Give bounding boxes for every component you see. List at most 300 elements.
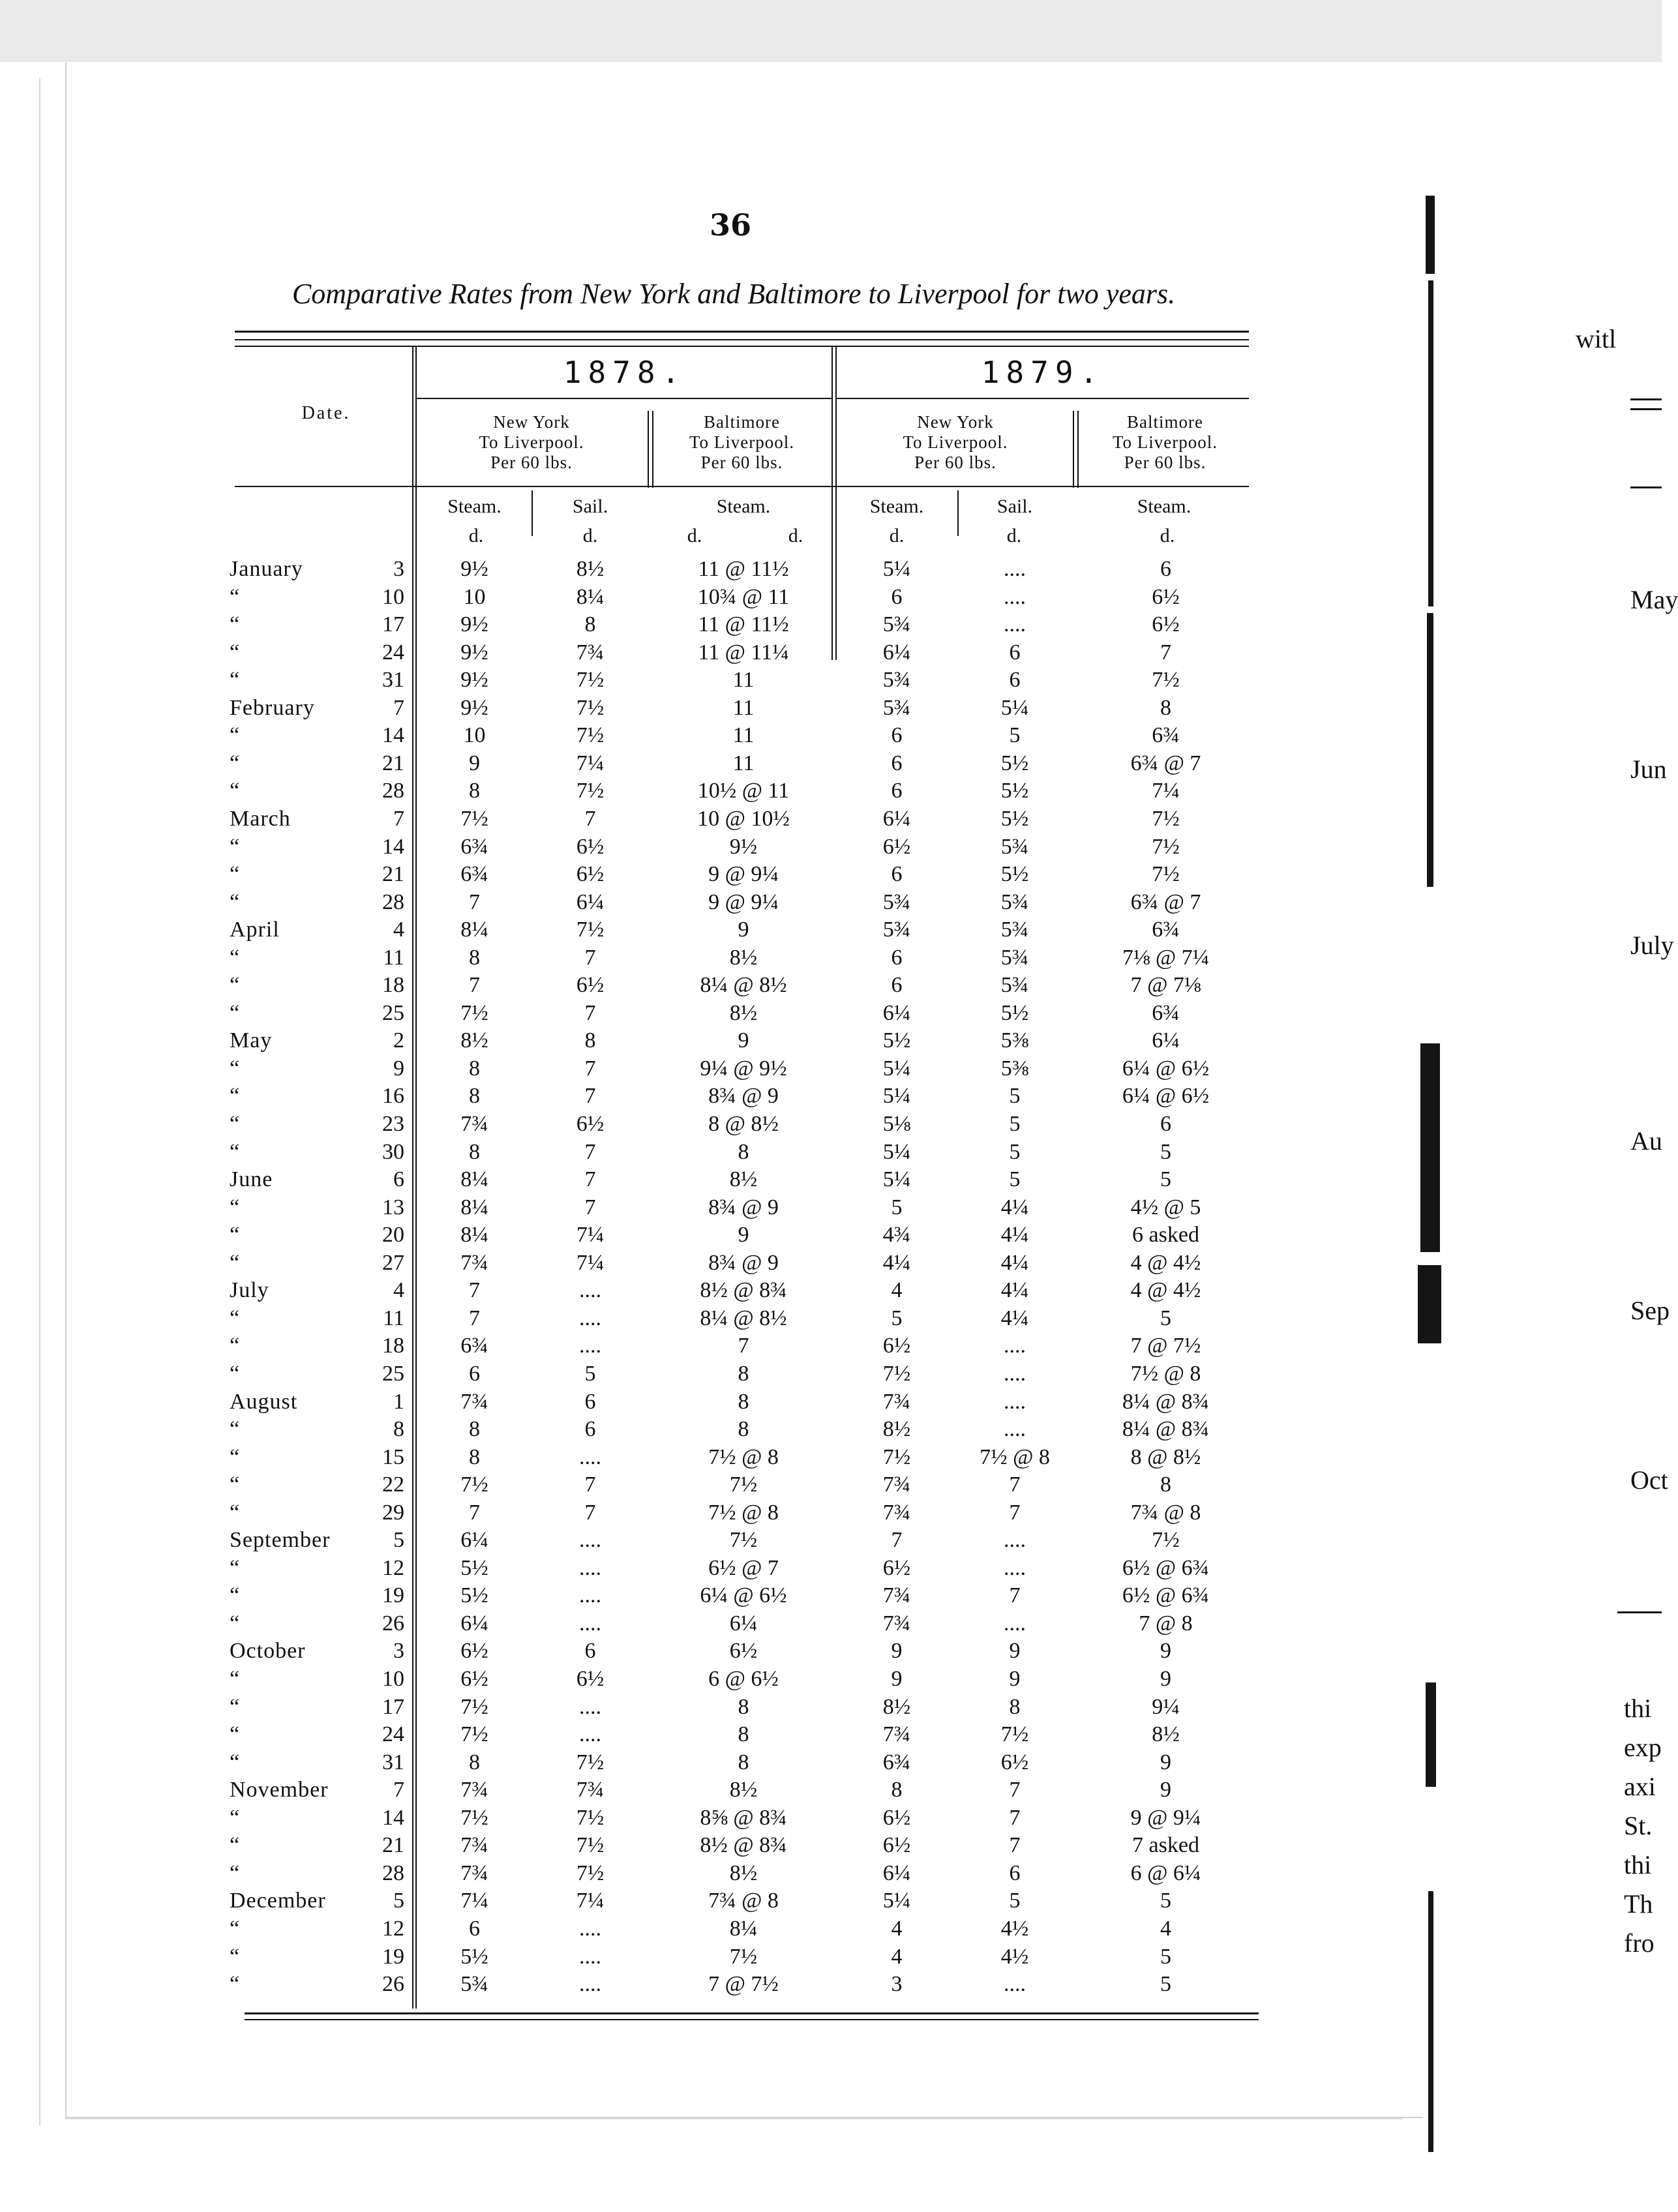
ny-1879-sail-cell: ....: [1004, 612, 1026, 637]
month-cell: “: [230, 1916, 241, 1941]
month-cell: “: [230, 862, 241, 887]
baltimore-1879-steam-cell: 8¼ @ 8¾: [1122, 1417, 1210, 1442]
table-row: [0, 805, 1662, 833]
baltimore-1878-steam-cell: 7¾ @ 8: [708, 1889, 779, 1913]
baltimore-1879-steam-cell: 5: [1160, 1889, 1171, 1913]
month-cell: “: [230, 1417, 241, 1442]
ny-1879-sail-cell: 6: [1009, 668, 1021, 693]
baltimore-1879-steam-cell: 6¾ @ 7: [1130, 889, 1201, 914]
ny-1878-sail-cell: ....: [579, 1583, 601, 1608]
ny-1878-sail-cell: ....: [579, 1555, 601, 1580]
baltimore-1878-steam-cell: 11 @ 11½: [698, 557, 789, 581]
baltimore-1879-steam-cell: 7⅛ @ 7¼: [1122, 945, 1210, 970]
day-cell: 16: [382, 1084, 404, 1109]
ny-1878-sail-cell: 6¼: [576, 889, 605, 914]
baltimore-1878-steam-cell: 8½: [729, 1167, 758, 1192]
ny-1879-steam-cell: 4¾: [882, 1223, 911, 1248]
baltimore-1878-steam-cell: 6¼ @ 6½: [700, 1583, 787, 1608]
day-cell: 11: [383, 1306, 404, 1330]
ny-1879-sail-cell: 7: [1009, 1472, 1021, 1497]
ny-1878-steam-cell: 8: [469, 1056, 480, 1081]
pence-unit: d.: [788, 525, 803, 546]
month-cell: “: [230, 1861, 241, 1885]
day-cell: 20: [382, 1223, 404, 1248]
day-cell: 25: [382, 1361, 404, 1386]
day-cell: 8: [393, 1417, 404, 1442]
ny-1878-sail-cell: ....: [579, 1528, 601, 1553]
baltimore-1879-steam-cell: 7½: [1152, 862, 1180, 887]
day-cell: 18: [382, 973, 404, 998]
pence-unit: d.: [582, 525, 598, 546]
baltimore-1879-steam-cell: 6¾: [1152, 918, 1180, 942]
day-cell: 13: [382, 1195, 404, 1219]
baltimore-1879-steam-cell: 7 @ 7⅛: [1130, 973, 1201, 998]
ny-1879-sail-cell: 5½: [1000, 751, 1029, 775]
baltimore-1879-steam-cell: 6¼ @ 6½: [1122, 1056, 1210, 1081]
baltimore-1879-steam-cell: 6 asked: [1132, 1223, 1199, 1248]
ny-1878-steam-cell: 5½: [460, 1944, 488, 1969]
baltimore-1879-steam-cell: 6 @ 6¼: [1130, 1861, 1201, 1885]
ny-1879-sail-cell: 4¼: [1000, 1195, 1029, 1219]
ny-1878-steam-cell: 6¾: [460, 862, 488, 887]
right-page-text: axi: [1624, 1772, 1656, 1801]
ny-1878-steam-cell: 9: [469, 751, 480, 775]
ny-1879-sail-cell: 5: [1009, 723, 1021, 748]
ny-1878-sail-cell: 7: [584, 1000, 596, 1025]
baltimore-1879-steam-cell: 6½: [1152, 612, 1180, 637]
table-row: [0, 750, 1662, 777]
ny-1878-steam-cell: 6¾: [460, 834, 488, 859]
ny-1879-sail-cell: 7: [1009, 1500, 1021, 1525]
baltimore-1878-steam-cell: 8½: [729, 945, 758, 970]
month-cell: “: [230, 1667, 241, 1691]
ny-1879-sail-cell: 5¾: [1000, 834, 1029, 859]
baltimore-1879-steam-cell: 6½: [1152, 584, 1180, 609]
ny-1878-sail-cell: 7½: [576, 695, 605, 720]
ny-1878-sail-cell: ....: [579, 1916, 601, 1941]
day-cell: 18: [382, 1334, 404, 1358]
ny-1879-steam-cell: 6: [891, 945, 903, 970]
ny-1879-sail-cell: 7: [1009, 1833, 1021, 1858]
baltimore-1878-steam-cell: 11: [732, 668, 755, 693]
table-row: [0, 1971, 1662, 1998]
ny-1878-sail-cell: 6: [584, 1639, 596, 1664]
baltimore-1879-steam-cell: 4 @ 4½: [1130, 1278, 1201, 1303]
baltimore-1879-steam-cell: 6¾: [1152, 723, 1180, 748]
ny-1879-steam-cell: 7¾: [882, 1722, 911, 1747]
ny-1879-steam-cell: 7¾: [882, 1472, 911, 1497]
ny-1879-sail-cell: 5: [1009, 1084, 1021, 1109]
baltimore-1879-steam-cell: 8: [1160, 1472, 1171, 1497]
table-row: [0, 1887, 1662, 1915]
ny-1879-sail-cell: 7: [1009, 1583, 1021, 1608]
steam-header: Steam.: [1137, 496, 1191, 517]
baltimore-1878-steam-cell: 11: [732, 751, 755, 775]
baltimore-1879-steam-cell: 7 @ 7½: [1130, 1334, 1201, 1358]
day-cell: 1: [393, 1389, 404, 1414]
ny-1879-steam-cell: 6½: [882, 1833, 911, 1858]
ny-1879-sail-cell: 5: [1009, 1112, 1021, 1136]
ny-1879-steam-cell: 7½: [882, 1361, 911, 1386]
baltimore-1878-steam-cell: 8½ @ 8¾: [700, 1278, 787, 1303]
table-row: [0, 1055, 1662, 1083]
day-cell: 25: [382, 1000, 404, 1025]
ny-1879-steam-cell: 5¾: [882, 612, 911, 637]
day-cell: 2: [393, 1028, 404, 1053]
ny-1878-sail-cell: 7: [584, 1139, 596, 1164]
month-cell: “: [230, 668, 241, 693]
ny-1879-sail-cell: ....: [1004, 1972, 1026, 1997]
ny-1878-steam-cell: 6¼: [460, 1528, 488, 1553]
ny-1879-steam-cell: 5¼: [882, 1889, 911, 1913]
table-row: [0, 1000, 1662, 1027]
baltimore-1879-steam-cell: 6: [1160, 557, 1171, 581]
right-page-text: Jun: [1630, 755, 1667, 784]
ny-1878-steam-cell: 7¾: [460, 1389, 488, 1414]
ny-1878-sail-cell: 7¼: [576, 1889, 605, 1913]
table-row: [0, 1194, 1662, 1221]
ny-1879-sail-cell: 5¾: [1000, 918, 1029, 942]
ny-1879-sail-cell: 5½: [1000, 1000, 1029, 1025]
ny-1878-steam-cell: 7: [469, 889, 480, 914]
day-cell: 7: [393, 1778, 404, 1802]
day-cell: 21: [382, 1833, 404, 1858]
ny-1879-sail-cell: 8: [1009, 1694, 1021, 1719]
baltimore-1878-steam-cell: 7: [738, 1334, 749, 1358]
ny-1879-steam-cell: 5¾: [882, 918, 911, 942]
baltimore-1878-steam-cell: 8¼: [729, 1916, 758, 1941]
ny-1878-sail-cell: 7¾: [576, 640, 605, 665]
ny-1878-sail-cell: 7½: [576, 918, 605, 942]
day-cell: 21: [382, 751, 404, 775]
ny-1879-sail-cell: ....: [1004, 584, 1026, 609]
baltimore-1879-steam-cell: 5: [1160, 1944, 1171, 1969]
baltimore-1879-steam-cell: 8½: [1152, 1722, 1180, 1747]
ny-1878-steam-cell: 7: [469, 1500, 480, 1525]
ny-1879-sail-cell: ....: [1004, 1611, 1026, 1636]
table-row: [0, 556, 1662, 583]
table-row: [0, 1527, 1662, 1554]
month-cell: “: [230, 751, 241, 775]
month-cell: “: [230, 1139, 241, 1164]
ny-1879-steam-cell: 6½: [882, 834, 911, 859]
month-cell: November: [230, 1778, 329, 1802]
month-cell: “: [230, 1223, 241, 1248]
ny-1879-sail-cell: 6: [1009, 640, 1021, 665]
month-cell: “: [230, 1361, 241, 1386]
month-cell: December: [230, 1889, 326, 1913]
table-row: [0, 1637, 1662, 1665]
baltimore-1878-steam-cell: 7½ @ 8: [708, 1444, 779, 1469]
baltimore-1878-steam-cell: 8: [738, 1694, 749, 1719]
baltimore-1878-steam-cell: 8¼ @ 8½: [700, 973, 787, 998]
ny-1879-sail-cell: 4¼: [1000, 1306, 1029, 1330]
baltimore-1879-steam-cell: 5: [1160, 1167, 1171, 1192]
ny-1879-steam-cell: 9: [891, 1667, 903, 1691]
baltimore-1878-steam-cell: 6½ @ 7: [708, 1555, 779, 1580]
day-cell: 19: [382, 1944, 404, 1969]
ny-1878-sail-cell: 7½: [576, 723, 605, 748]
ny-1878-steam-cell: 8: [469, 1084, 480, 1109]
pence-unit: d.: [468, 525, 484, 546]
ny-1879-sail-cell: 4¼: [1000, 1223, 1029, 1248]
table-row: [0, 1027, 1662, 1054]
month-cell: “: [230, 584, 241, 609]
month-cell: “: [230, 1500, 241, 1525]
ny-1879-sail-cell: 5¼: [1000, 695, 1029, 720]
baltimore-1878-steam-cell: 11: [732, 695, 755, 720]
ny-1878-steam-cell: 9½: [460, 695, 488, 720]
table-row: [0, 1694, 1662, 1721]
ny-1878-sail-cell: 7: [584, 1084, 596, 1109]
table-row: [0, 944, 1662, 972]
baltimore-1879-steam-cell: 7½: [1152, 806, 1180, 831]
day-cell: 31: [382, 1750, 404, 1774]
right-page-text: thi: [1624, 1850, 1652, 1879]
day-cell: 26: [382, 1972, 404, 1997]
ny-1878-sail-cell: 6½: [576, 1112, 605, 1136]
ny-1879-sail-cell: 9: [1009, 1639, 1021, 1664]
ny-1878-sail-cell: 7¼: [576, 1250, 605, 1275]
day-cell: 28: [382, 1861, 404, 1885]
ny-1878-sail-cell: 7½: [576, 1805, 605, 1830]
baltimore-1878-steam-cell: 9 @ 9¼: [708, 889, 779, 914]
table-row: [0, 1555, 1662, 1582]
baltimore-1878-steam-cell: 6 @ 6½: [708, 1667, 779, 1691]
baltimore-1879-steam-cell: 6¾: [1152, 1000, 1180, 1025]
ny-1879-steam-cell: 6½: [882, 1555, 911, 1580]
month-cell: “: [230, 1805, 241, 1830]
table-row: [0, 1666, 1662, 1693]
ny-1878-sail-cell: 7: [584, 1056, 596, 1081]
ny-1879-sail-cell: 5: [1009, 1889, 1021, 1913]
ny-1879-steam-cell: 5¾: [882, 668, 911, 693]
baltimore-1879-steam-cell: 7½: [1152, 668, 1180, 693]
baltimore-1878-header: Baltimore To Liverpool. Per 60 lbs.: [689, 412, 795, 472]
day-cell: 12: [382, 1555, 404, 1580]
month-cell: “: [230, 1611, 241, 1636]
month-cell: “: [230, 612, 241, 637]
ny-1878-sail-cell: 7¼: [576, 751, 605, 775]
day-cell: 23: [382, 1112, 404, 1136]
ny-1879-sail-cell: 6½: [1000, 1750, 1029, 1774]
table-row: [0, 1915, 1662, 1943]
ny-1879-steam-cell: 5¼: [882, 1056, 911, 1081]
baltimore-1879-steam-cell: 7 @ 8: [1139, 1611, 1193, 1636]
month-cell: “: [230, 1555, 241, 1580]
table-row: [0, 1166, 1662, 1193]
ny-1879-steam-cell: 6: [891, 751, 903, 775]
table-row: [0, 1582, 1662, 1609]
right-page-text: Oct: [1630, 1465, 1668, 1495]
ny-1878-steam-cell: 6¼: [460, 1611, 488, 1636]
ny-1879-header: New York To Liverpool. Per 60 lbs.: [903, 412, 1008, 472]
month-cell: “: [230, 1306, 241, 1330]
ny-1879-sail-cell: 6: [1009, 1861, 1021, 1885]
baltimore-1879-steam-cell: 6¼: [1152, 1028, 1180, 1053]
day-cell: 3: [393, 1639, 404, 1664]
month-cell: “: [230, 1195, 241, 1219]
ny-1878-steam-cell: 8: [469, 1444, 480, 1469]
month-cell: “: [230, 1972, 241, 1997]
ny-1878-steam-cell: 10: [463, 723, 486, 748]
baltimore-1879-steam-cell: 8: [1160, 695, 1171, 720]
table-row: [0, 1360, 1662, 1388]
ny-1879-sail-cell: 5¾: [1000, 973, 1029, 998]
baltimore-1879-steam-cell: 9: [1160, 1750, 1171, 1774]
ny-1879-steam-cell: 7¾: [882, 1611, 911, 1636]
ny-1879-sail-cell: ....: [1004, 557, 1026, 581]
baltimore-1879-steam-cell: 7½: [1152, 1528, 1180, 1553]
day-cell: 5: [393, 1528, 404, 1553]
ny-1879-steam-cell: 8½: [882, 1694, 911, 1719]
day-cell: 17: [382, 1694, 404, 1719]
baltimore-1879-steam-cell: 7: [1160, 640, 1171, 665]
month-cell: “: [230, 889, 241, 914]
ny-1879-sail-cell: 5: [1009, 1139, 1021, 1164]
ny-1879-sail-cell: 5⅜: [1000, 1056, 1029, 1081]
day-cell: 27: [382, 1250, 404, 1275]
ny-1879-sail-cell: ....: [1004, 1389, 1026, 1414]
baltimore-1879-steam-cell: 4: [1160, 1916, 1171, 1941]
baltimore-1878-steam-cell: 9 @ 9¼: [708, 862, 779, 887]
day-cell: 14: [382, 834, 404, 859]
right-page-text: witl: [1576, 324, 1617, 353]
table-row: [0, 833, 1662, 861]
ny-1879-steam-cell: 7½: [882, 1444, 911, 1469]
baltimore-1878-steam-cell: 8¼ @ 8½: [700, 1306, 787, 1330]
table-row: [0, 1749, 1662, 1776]
month-cell: June: [230, 1167, 273, 1192]
steam-header: Steam.: [716, 496, 771, 517]
ny-1878-sail-cell: 7½: [576, 668, 605, 693]
ny-1879-sail-cell: ....: [1004, 1417, 1026, 1442]
month-cell: “: [230, 1112, 241, 1136]
ny-1879-steam-cell: 6¼: [882, 1861, 911, 1885]
ny-1879-steam-cell: 6¼: [882, 1000, 911, 1025]
ny-1878-steam-cell: 8: [469, 1139, 480, 1164]
ny-1878-steam-cell: 7¾: [460, 1778, 488, 1802]
ny-1878-steam-cell: 5½: [460, 1555, 488, 1580]
ny-1878-steam-cell: 6: [469, 1916, 480, 1941]
baltimore-1879-steam-cell: 8 @ 8½: [1130, 1444, 1201, 1469]
baltimore-1878-steam-cell: 8: [738, 1139, 749, 1164]
baltimore-1879-steam-cell: 9 @ 9¼: [1130, 1805, 1201, 1830]
ny-1878-steam-cell: 7½: [460, 1694, 488, 1719]
ny-1878-steam-cell: 7½: [460, 1722, 488, 1747]
baltimore-1878-steam-cell: 11: [732, 723, 755, 748]
ny-1878-steam-cell: 7½: [460, 1472, 488, 1497]
ny-1878-sail-cell: 7: [584, 1472, 596, 1497]
table-row: [0, 639, 1662, 666]
ny-1879-steam-cell: 5¾: [882, 695, 911, 720]
ny-1878-steam-cell: 8½: [460, 1028, 488, 1053]
day-cell: 5: [393, 1889, 404, 1913]
baltimore-1878-steam-cell: 8: [738, 1417, 749, 1442]
ny-1879-sail-cell: 4½: [1000, 1944, 1029, 1969]
ny-1878-steam-cell: 7: [469, 1306, 480, 1330]
table-row: [0, 1776, 1662, 1804]
table-row: [0, 1610, 1662, 1637]
table-row: [0, 1499, 1662, 1527]
ny-1878-steam-cell: 9½: [460, 668, 488, 693]
ny-1878-sail-cell: 7: [584, 1195, 596, 1219]
day-cell: 19: [382, 1583, 404, 1608]
right-page-text: exp: [1624, 1733, 1662, 1762]
ny-1879-steam-cell: 5¼: [882, 1167, 911, 1192]
baltimore-1878-steam-cell: 10½ @ 11: [697, 779, 790, 803]
ny-1879-sail-cell: 5½: [1000, 862, 1029, 887]
ny-1878-steam-cell: 7¾: [460, 1833, 488, 1858]
baltimore-1878-steam-cell: 6½: [729, 1639, 758, 1664]
right-page-text: fro: [1624, 1928, 1655, 1958]
ny-1878-sail-cell: ....: [579, 1972, 601, 1997]
ny-1879-steam-cell: 4: [891, 1278, 903, 1303]
ny-1879-steam-cell: 7: [891, 1528, 903, 1553]
ny-1879-sail-cell: 5: [1009, 1167, 1021, 1192]
right-page-text: Th: [1624, 1889, 1653, 1919]
baltimore-1878-steam-cell: 11 @ 11¼: [698, 640, 789, 665]
pence-unit: d.: [889, 525, 905, 546]
day-cell: 4: [393, 1278, 404, 1303]
month-cell: “: [230, 1000, 241, 1025]
ny-1879-sail-cell: 5⅜: [1000, 1028, 1029, 1053]
table-row: [0, 1305, 1662, 1332]
day-cell: 15: [382, 1444, 404, 1469]
table-row: [0, 1111, 1662, 1138]
month-cell: October: [230, 1639, 306, 1664]
year-1878-header: 1878.: [563, 355, 687, 390]
month-cell: July: [230, 1278, 269, 1303]
table-row: [0, 695, 1662, 722]
ny-1879-steam-cell: 6¼: [882, 640, 911, 665]
table-row: [0, 1444, 1662, 1471]
baltimore-1878-steam-cell: 8: [738, 1389, 749, 1414]
baltimore-1879-steam-cell: 9: [1160, 1667, 1171, 1691]
month-cell: “: [230, 1250, 241, 1275]
baltimore-1879-steam-cell: 5: [1160, 1306, 1171, 1330]
date-column-header: Date.: [301, 403, 351, 423]
ny-1878-sail-cell: 8: [584, 1028, 596, 1053]
month-cell: “: [230, 1694, 241, 1719]
baltimore-1878-steam-cell: 8¾ @ 9: [708, 1084, 779, 1109]
ny-1878-steam-cell: 7½: [460, 806, 488, 831]
ny-1878-steam-cell: 8¼: [460, 1223, 488, 1248]
month-cell: “: [230, 1583, 241, 1608]
ny-1878-steam-cell: 6½: [460, 1639, 488, 1664]
month-cell: “: [230, 1084, 241, 1109]
ny-1878-steam-cell: 7½: [460, 1805, 488, 1830]
month-cell: “: [230, 1944, 241, 1969]
baltimore-1879-steam-cell: 9¼: [1152, 1694, 1180, 1719]
month-cell: “: [230, 973, 241, 998]
ny-1879-sail-cell: ....: [1004, 1334, 1026, 1358]
table-row: [0, 1471, 1662, 1499]
day-cell: 3: [393, 557, 404, 581]
table-row: [0, 611, 1662, 638]
ny-1879-sail-cell: ....: [1004, 1361, 1026, 1386]
month-cell: “: [230, 1056, 241, 1081]
right-page-text: thi: [1624, 1694, 1652, 1723]
ny-1879-steam-cell: 5: [891, 1195, 903, 1219]
ny-1879-sail-cell: 9: [1009, 1667, 1021, 1691]
table-row: [0, 1804, 1662, 1832]
right-page-text: July: [1630, 931, 1674, 960]
ny-1878-sail-cell: 7¾: [576, 1778, 605, 1802]
day-cell: 10: [382, 1667, 404, 1691]
pence-unit: d.: [1160, 525, 1175, 546]
ny-1879-sail-cell: ....: [1004, 1555, 1026, 1580]
